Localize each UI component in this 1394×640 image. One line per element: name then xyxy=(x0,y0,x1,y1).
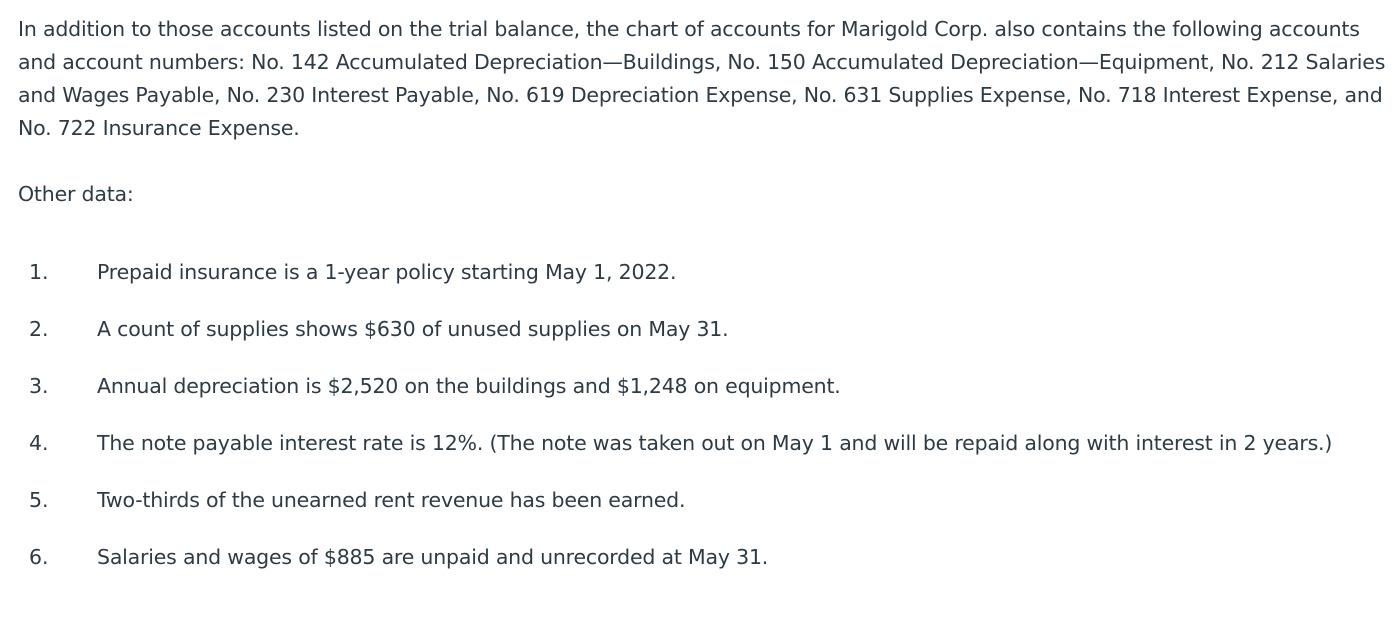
list-item xyxy=(0,313,1394,370)
list-item-number: 5. xyxy=(29,488,49,512)
list-item-text: Salaries and wages of $885 are unpaid and unrecorded at May 31. xyxy=(97,545,769,569)
other-data-list xyxy=(0,256,1394,598)
list-item xyxy=(0,541,1394,598)
other-data-label: Other data: xyxy=(18,182,134,206)
list-item-text: A count of supplies shows $630 of unused supplies on May 31. xyxy=(97,317,729,341)
list-item-number: 2. xyxy=(29,317,49,341)
list-item xyxy=(0,370,1394,427)
list-item xyxy=(0,427,1394,484)
list-item xyxy=(0,484,1394,541)
list-item-text: Two-thirds of the unearned rent revenue has been earned. xyxy=(97,488,686,512)
list-item-text: The note payable interest rate is 12%. (The note was taken out on May 1 and will be repaid along with interest in 2 years.) xyxy=(97,431,1333,455)
list-item xyxy=(0,256,1394,313)
list-item-number: 3. xyxy=(29,374,49,398)
list-item-number: 1. xyxy=(29,260,49,284)
list-item-number: 4. xyxy=(29,431,49,455)
list-item-number: 6. xyxy=(29,545,49,569)
intro-paragraph: In addition to those accounts listed on the trial balance, the chart of accounts for Marigold Corp. also contains the following accounts and account numbers: No. 142 Accumulated Depreciation—Buildings, No. 150 Accumulated Depreciation—Equipment, No. 212 Salaries and Wages Payable, No. 230 Interest Payable, No. 619 Depreciation Expense, No. 631 Supplies Expense, No. 718 Interest Expense, and No. 722 Insurance Expense. xyxy=(18,17,1386,140)
list-item-text: Annual depreciation is $2,520 on the buildings and $1,248 on equipment. xyxy=(97,374,841,398)
list-item-text: Prepaid insurance is a 1-year policy starting May 1, 2022. xyxy=(97,260,677,284)
